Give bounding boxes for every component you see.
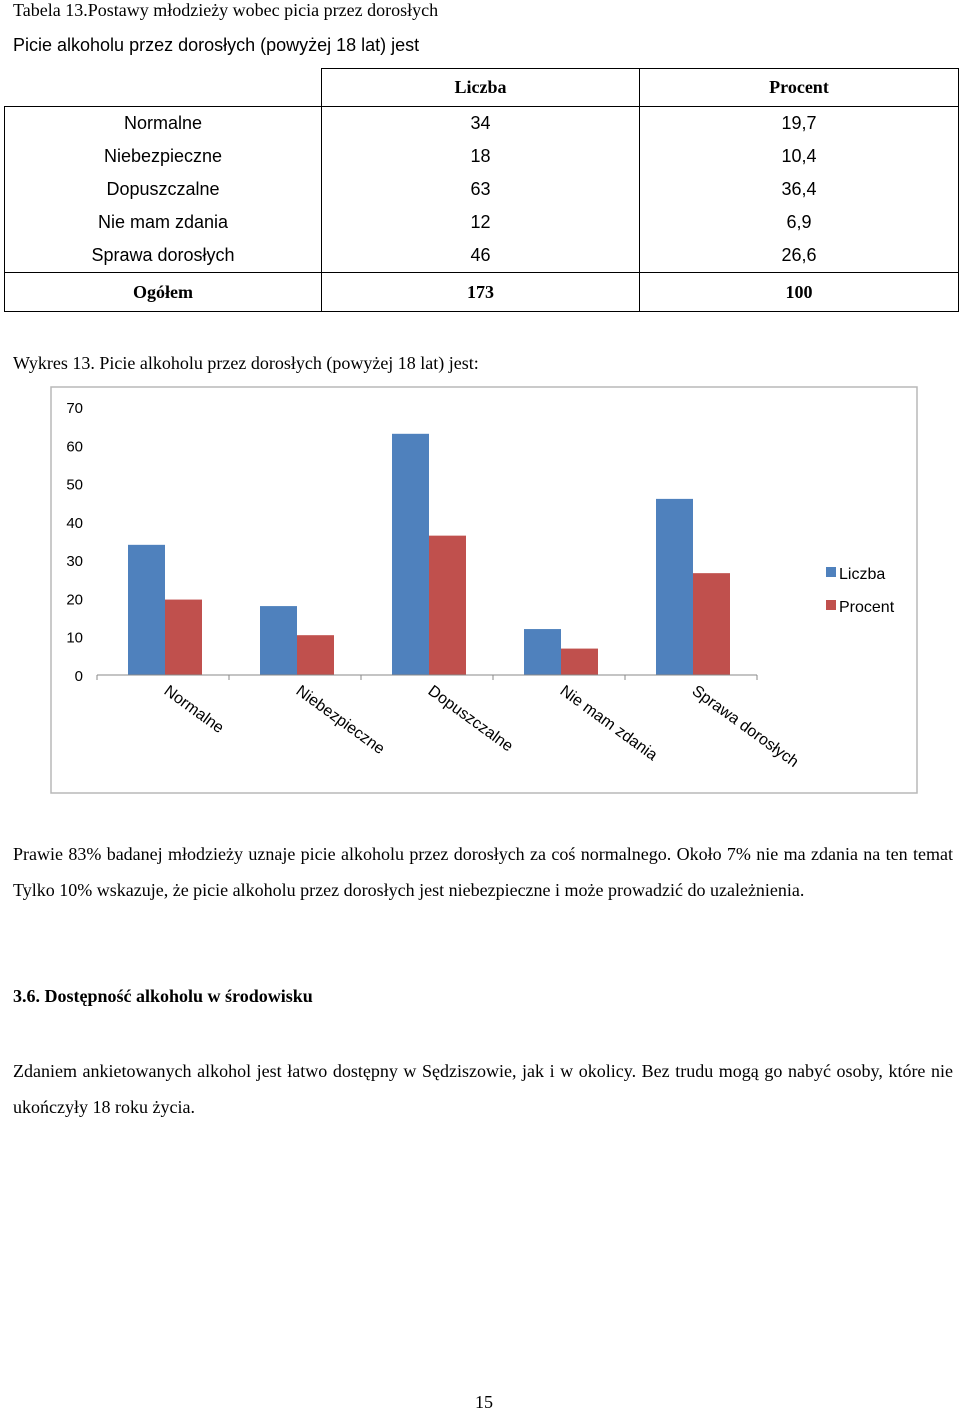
table-cell: 12 xyxy=(322,206,640,239)
table-cell: Normalne xyxy=(5,107,322,141)
y-tick-label: 60 xyxy=(66,438,83,456)
legend-label-liczba: Liczba xyxy=(839,566,886,583)
table-total-cell: 100 xyxy=(640,273,959,312)
y-tick-label: 20 xyxy=(66,591,83,609)
data-table xyxy=(4,68,959,312)
bar-procent-1 xyxy=(165,600,202,675)
x-tick-label: Sprawa dorosłych xyxy=(688,682,802,771)
bar-liczba-2 xyxy=(260,606,297,675)
bar-liczba-3 xyxy=(392,434,429,675)
table-header-cell xyxy=(5,69,322,107)
chart-container xyxy=(0,380,960,800)
bar-liczba-4 xyxy=(524,629,561,675)
y-tick-label: 70 xyxy=(66,400,83,417)
table-cell: Sprawa dorosłych xyxy=(5,239,322,273)
table-title xyxy=(13,0,438,21)
bar-liczba-1 xyxy=(128,545,165,675)
table-total-row xyxy=(5,273,959,312)
legend-swatch-liczba xyxy=(826,567,836,577)
y-tick-label: 50 xyxy=(66,476,83,494)
bar-chart xyxy=(0,380,960,800)
page-number: 15 xyxy=(475,1392,493,1412)
table-subtitle: Picie alkoholu przez dorosłych (powyżej 18 lat) jest xyxy=(13,35,420,55)
bar-procent-4 xyxy=(561,649,598,675)
y-tick-label: 40 xyxy=(66,514,83,532)
table-title-text: Tabela 13.Postawy młodzieży wobec picia przez dorosłych xyxy=(13,0,439,20)
y-tick-label: 10 xyxy=(66,629,83,647)
table-row xyxy=(5,107,959,141)
table-cell: Dopuszczalne xyxy=(5,173,322,206)
table-header-cell: Liczba xyxy=(322,69,640,107)
table-cell: 10,4 xyxy=(640,140,959,173)
table-header-row xyxy=(5,69,959,107)
paragraph-2: Zdaniem ankietowanych alkohol jest łatwo dostępny w Sędziszowie, jak i w okolicy. Bez trudu mogą go nabyć osoby, które nie ukończyły 18 roku życia. xyxy=(13,1061,953,1117)
bar-procent-3 xyxy=(429,536,466,675)
y-tick-label: 0 xyxy=(74,668,83,685)
table-cell: 19,7 xyxy=(640,107,959,141)
chart-title: Wykres 13. Picie alkoholu przez dorosłych (powyżej 18 lat) jest: xyxy=(13,353,479,373)
paragraph-1: Prawie 83% badanej młodzieży uznaje picie alkoholu przez dorosłych za coś normalnego. Około 7% nie ma zdania na ten temat Tylko 10% wskazuje, że picie alkoholu przez dorosłych jest niebezpieczne i może prowadzić do uzależnienia. xyxy=(13,844,953,900)
table-row xyxy=(5,239,959,273)
table-cell: 63 xyxy=(322,173,640,206)
table-cell: 36,4 xyxy=(640,173,959,206)
bar-procent-5 xyxy=(693,573,730,675)
section-heading: 3.6. Dostępność alkoholu w środowisku xyxy=(13,986,313,1006)
legend-swatch-procent xyxy=(826,600,836,610)
y-tick-label: 30 xyxy=(66,553,83,571)
x-tick-label: Niebezpieczne xyxy=(292,682,388,758)
table-row xyxy=(5,140,959,173)
table-cell: Nie mam zdania xyxy=(5,206,322,239)
table-total-cell: 173 xyxy=(322,273,640,312)
table-cell: 34 xyxy=(322,107,640,141)
x-tick-label: Dopuszczalne xyxy=(424,682,516,756)
x-tick-label: Nie mam zdania xyxy=(556,682,661,765)
x-tick-label: Normalne xyxy=(160,682,227,738)
table-cell: 18 xyxy=(322,140,640,173)
table-cell: 6,9 xyxy=(640,206,959,239)
table-header-cell: Procent xyxy=(640,69,959,107)
table-row xyxy=(5,173,959,206)
table-cell: 46 xyxy=(322,239,640,273)
table-row xyxy=(5,206,959,239)
table-cell: Niebezpieczne xyxy=(5,140,322,173)
bar-liczba-5 xyxy=(656,499,693,675)
table-total-cell: Ogółem xyxy=(5,273,322,312)
bar-procent-2 xyxy=(297,635,334,675)
table-cell: 26,6 xyxy=(640,239,959,273)
legend-label-procent: Procent xyxy=(839,599,895,616)
